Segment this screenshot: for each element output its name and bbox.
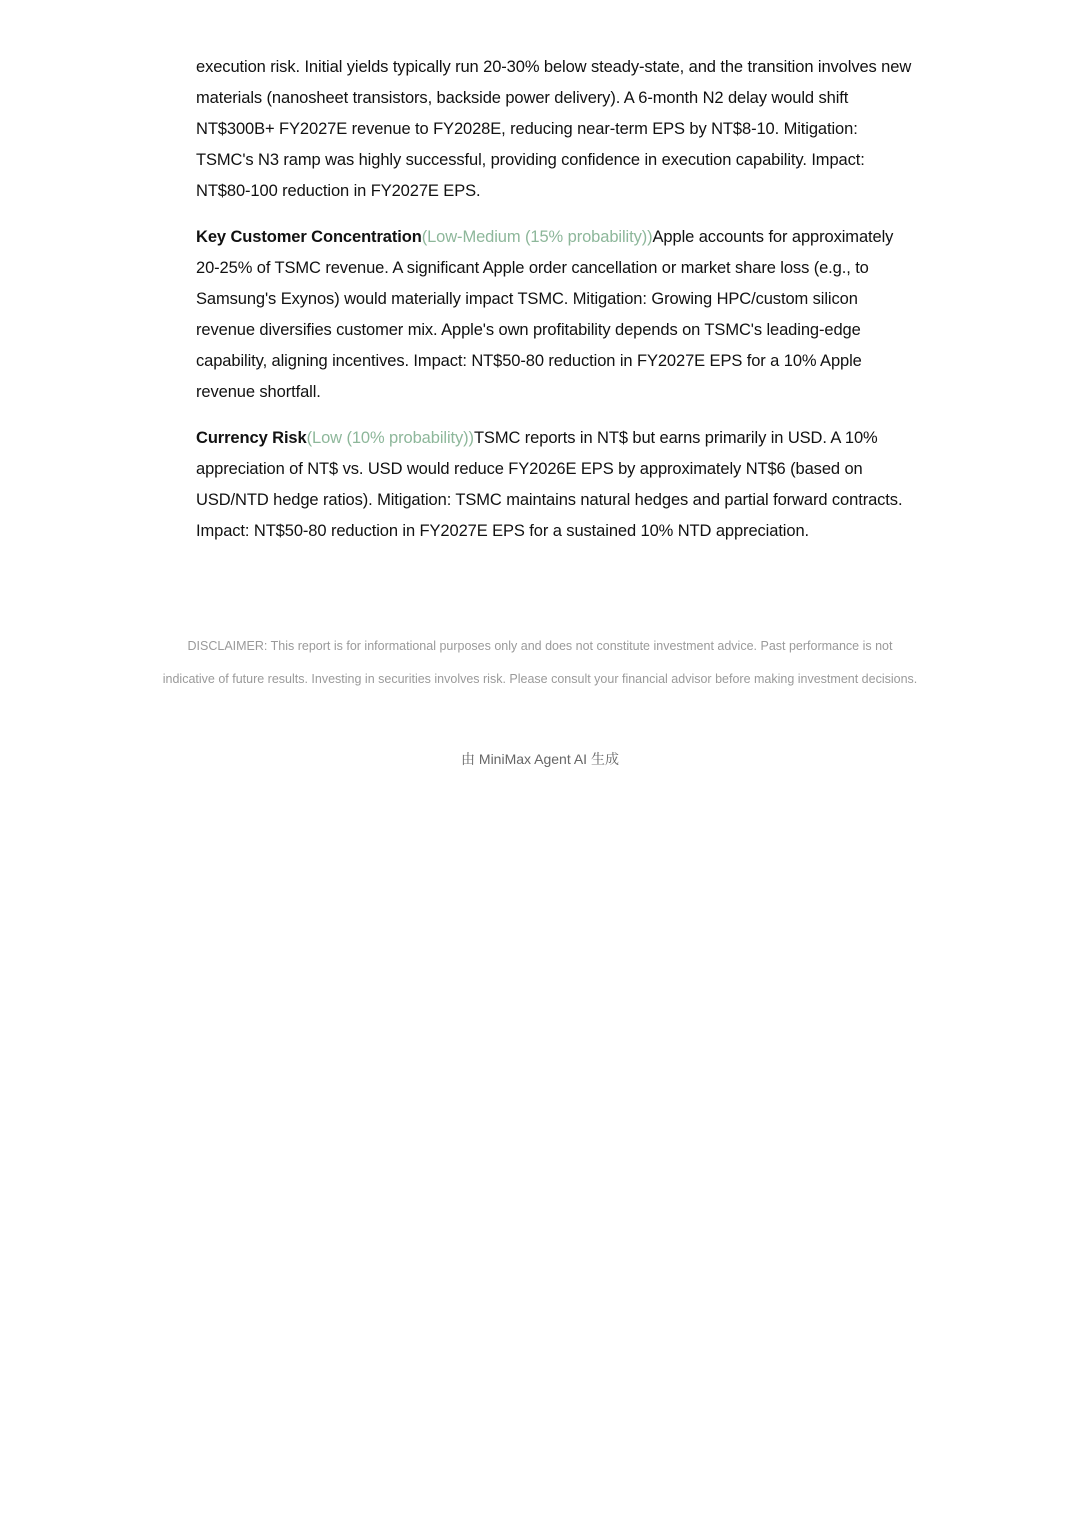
risk-description: TSMC reports in NT$ but earns primarily in USD. A 10% appreciation of NT$ vs. USD would reduce FY2026E EPS by approximately NT$6 (based on USD/NTD hedge ratios). Mitigation: TSMC maintains natural hedges and partial forward contracts. Impact: NT$50-80 reduction in FY2027E EPS for a sustained 10% NTD appreciation. [196, 429, 903, 540]
risk-paragraph-currency [196, 423, 918, 547]
report-content [196, 52, 918, 562]
risk-title: Key Customer Concentration [196, 228, 422, 246]
generated-by-footer: 由 MiniMax Agent AI 生成 [461, 751, 619, 767]
risk-level: (Low (10% probability)) [306, 429, 474, 447]
risk-title: Currency Risk [196, 429, 307, 447]
risk-paragraph-execution [196, 52, 918, 207]
risk-paragraph-customer-concentration [196, 222, 918, 408]
risk-description: execution risk. Initial yields typically run 20-30% below steady-state, and the transition involves new materials (nanosheet transistors, backside power delivery). A 6-month N2 delay would shift NT$300B+ FY2027E revenue to FY2028E, reducing near-term EPS by NT$8-10. Mitigation: TSMC's N3 ramp was highly successful, providing confidence in execution capability. Impact: NT$80-100 reduction in FY2027E EPS. [196, 58, 912, 200]
risk-level: (Low-Medium (15% probability)) [421, 228, 653, 246]
risk-description: Apple accounts for approximately 20-25% of TSMC revenue. A significant Apple order cancellation or market share loss (e.g., to Samsung's Exynos) would materially impact TSMC. Mitigation: Growing HPC/custom silicon revenue diversifies customer mix. Apple's own profitability depends on TSMC's leading-edge capability, aligning incentives. Impact: NT$50-80 reduction in FY2027E EPS for a 10% Apple revenue shortfall. [196, 228, 894, 401]
disclaimer: DISCLAIMER: This report is for informational purposes only and does not constitute investment advice. Past performance is not indicative of future results. Investing in securities involves risk. Please consult your financial advisor before making investment decisions. [162, 639, 918, 686]
